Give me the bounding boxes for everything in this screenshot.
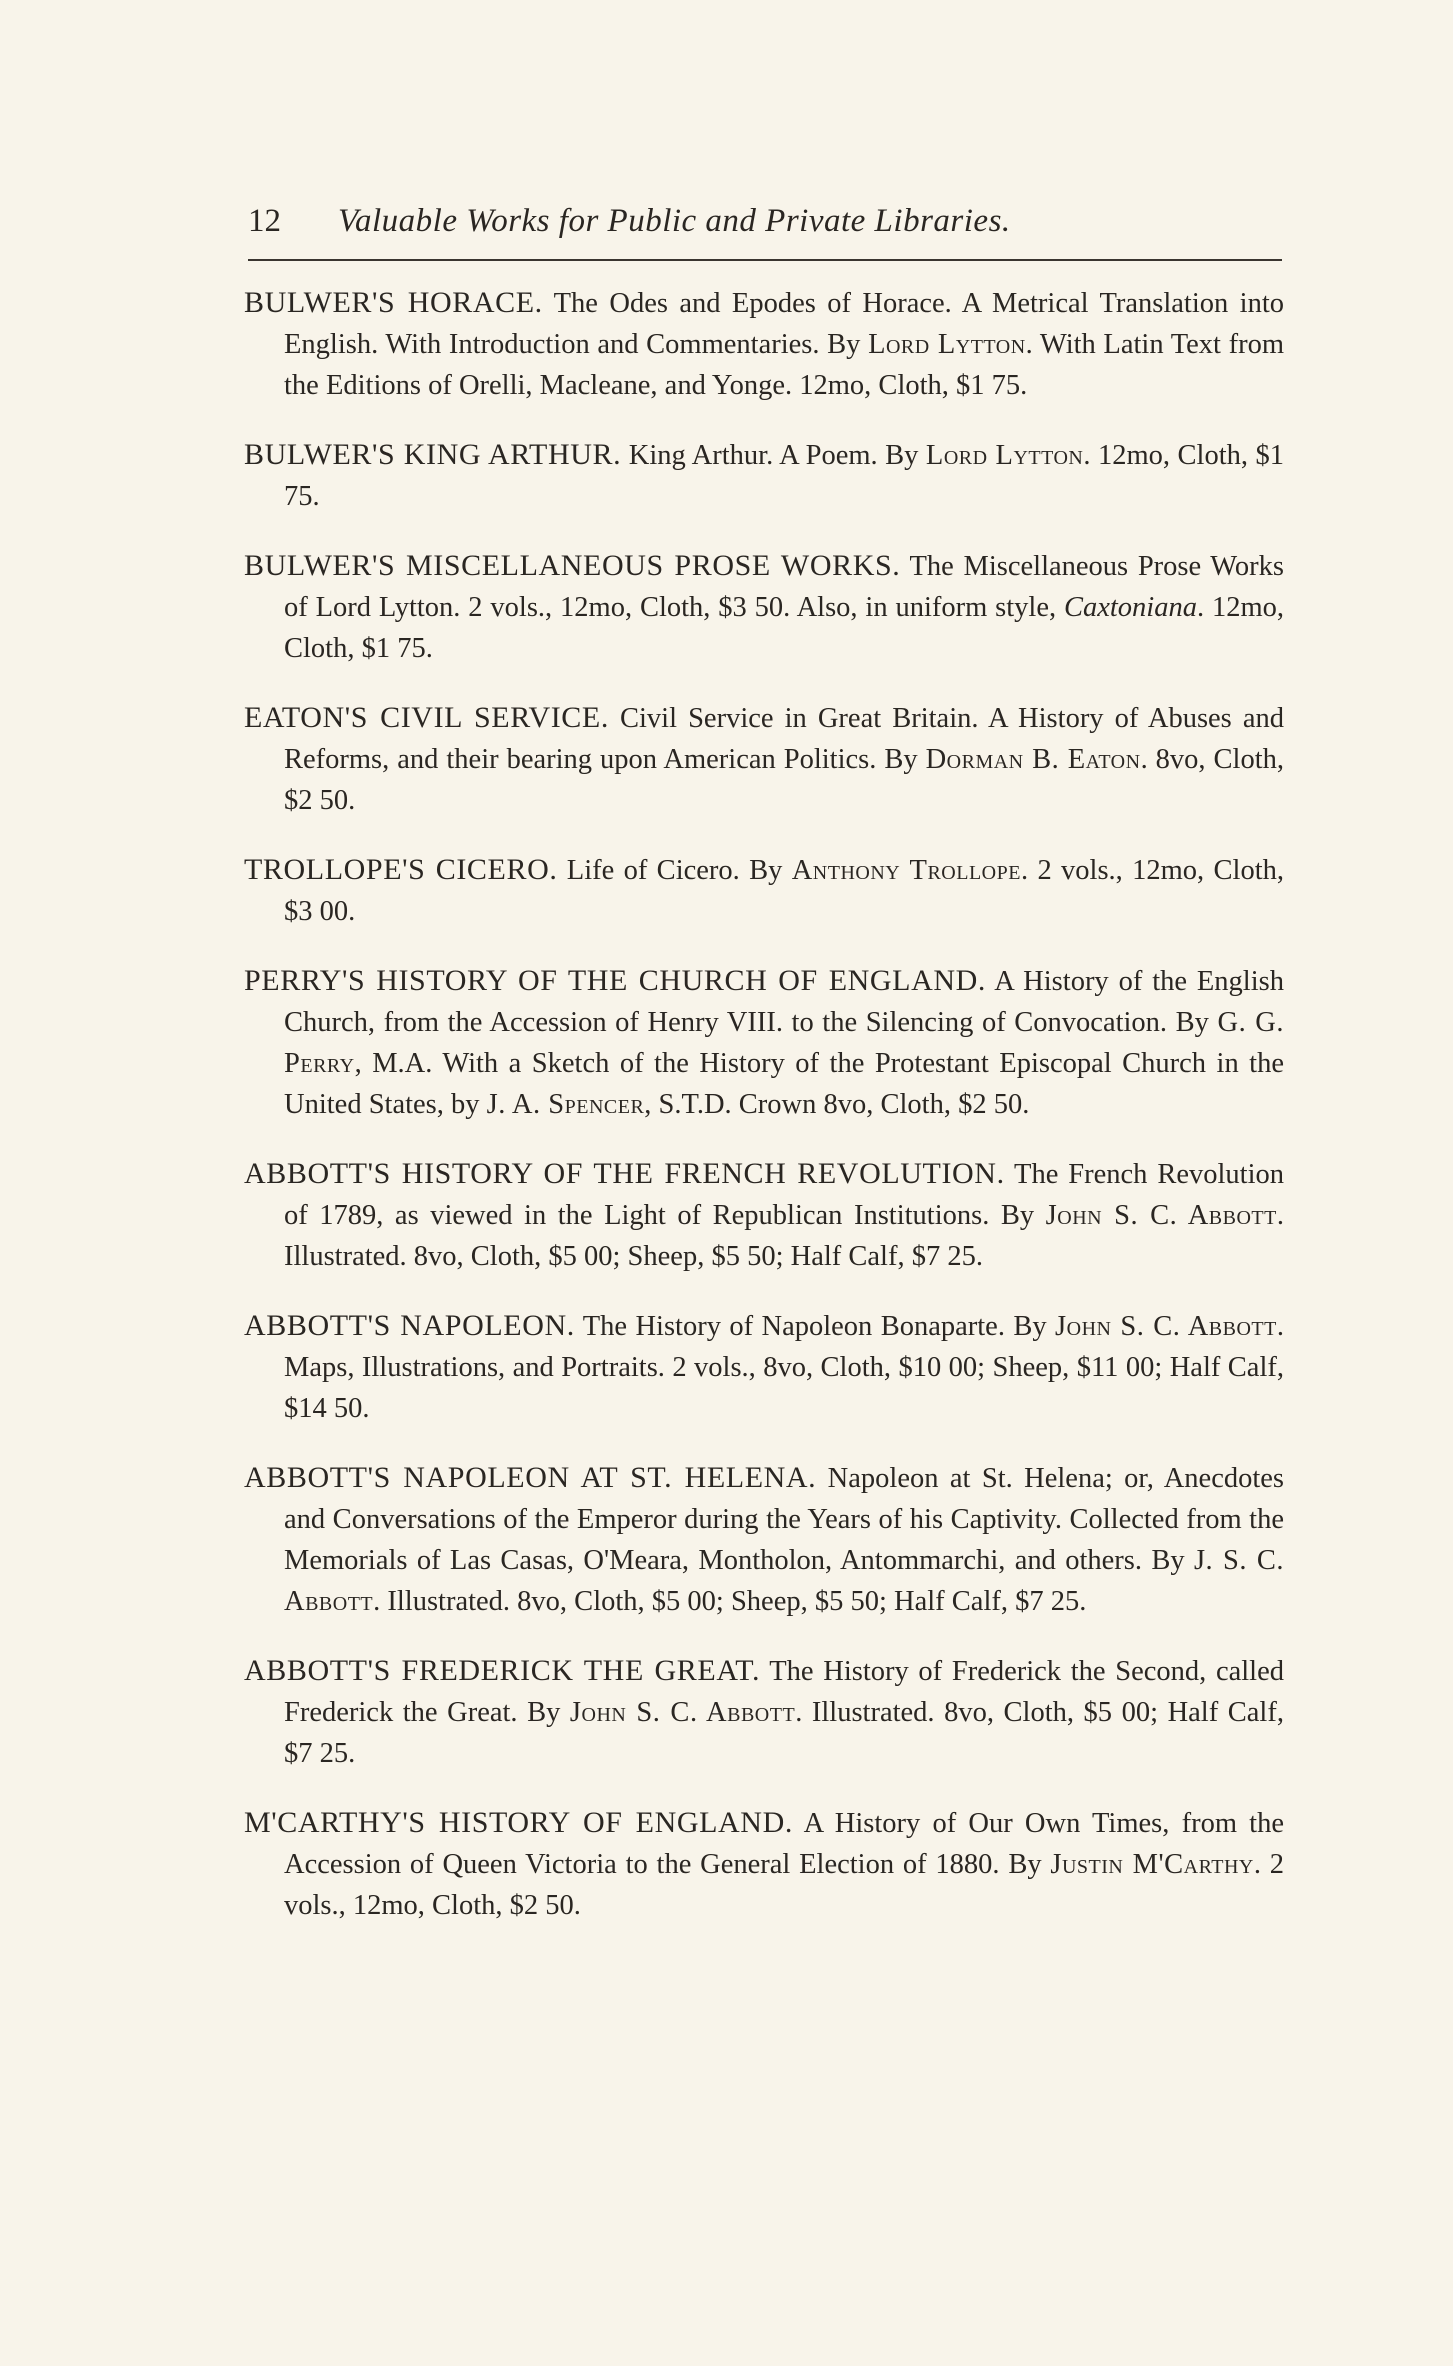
entry-text: The History of Frederick the Second, called Frederick the Great. By (284, 1656, 1284, 1728)
running-title: Valuable Works for Public and Private Libraries. (338, 203, 1011, 239)
entry-bulwer-king-arthur (244, 434, 1284, 517)
entry-title: ABBOTT'S NAPOLEON. (244, 1309, 575, 1342)
entry-title: BULWER'S MISCELLANEOUS PROSE WORKS. (244, 549, 901, 582)
entry-eaton-civil-service (244, 697, 1284, 821)
entry-author: Dorman B. Eaton (925, 744, 1141, 775)
entry-author: G. G. Perry (284, 1007, 1284, 1079)
entry-text: The Odes and Epodes of Horace. A Metrical Translation into English. With Introduction and Commentaries. By (284, 288, 1284, 360)
entry-text: The History of Napoleon Bonaparte. By (574, 1311, 1056, 1342)
page-header (248, 203, 1282, 253)
entry-text: A History of the English Church, from the Accession of Henry VIII. to the Silencing of Convocation. By (284, 966, 1284, 1038)
entry-author: John S. C. Abbott (1045, 1200, 1277, 1231)
entry-text: . 12mo, Cloth, $1 75. (284, 440, 1285, 512)
entry-text: , M.A. With a Sketch of the History of the Protestant Episcopal Church in the United States, by (284, 1048, 1284, 1120)
entry-text: . 12mo, Cloth, $1 75. (284, 592, 1285, 664)
entry-author: Lord Lytton (868, 329, 1026, 360)
entry-text: Civil Service in Great Britain. A History of Abuses and Reforms, and their bearing upon American Politics. By (284, 703, 1284, 775)
entry-italic-title: Caxtoniana (1063, 592, 1197, 623)
entry-author: Lord Lytton (925, 440, 1084, 471)
entry-mccarthy-england (244, 1802, 1284, 1926)
entry-text: The Miscellaneous Prose Works of Lord Lytton. 2 vols., 12mo, Cloth, $3 50. Also, in uniform style, (284, 551, 1285, 623)
entry-text: , S.T.D. Crown 8vo, Cloth, $2 50. (644, 1089, 1030, 1120)
catalogue-entries (244, 282, 1284, 1954)
entry-text: . Illustrated. 8vo, Cloth, $5 00; Sheep, $5 50; Half Calf, $7 25. (284, 1200, 1284, 1272)
entry-perry-church (244, 960, 1284, 1125)
entry-text: . 8vo, Cloth, $2 50. (284, 744, 1284, 816)
entry-text: . 2 vols., 12mo, Cloth, $3 00. (284, 855, 1284, 927)
entry-author: John S. C. Abbott (1055, 1311, 1277, 1342)
entry-text: King Arthur. A Poem. By (621, 440, 926, 471)
entry-text: . Maps, Illustrations, and Portraits. 2 vols., 8vo, Cloth, $10 00; Sheep, $11 00; Half Calf, $14 50. (284, 1311, 1284, 1424)
entry-title: BULWER'S KING ARTHUR. (244, 438, 622, 471)
entry-title: TROLLOPE'S CICERO. (244, 853, 558, 886)
entry-text: . Illustrated. 8vo, Cloth, $5 00; Sheep, $5 50; Half Calf, $7 25. (373, 1586, 1087, 1617)
entry-title: PERRY'S HISTORY OF THE CHURCH OF ENGLAND. (244, 964, 986, 997)
entry-abbott-frederick (244, 1650, 1284, 1774)
page-number: 12 (248, 203, 281, 239)
entry-author: J. S. C. Abbott (284, 1545, 1284, 1617)
entry-text: . With Latin Text from the Editions of Orelli, Macleane, and Yonge. 12mo, Cloth, $1 75. (284, 329, 1284, 401)
entry-title: ABBOTT'S HISTORY OF THE FRENCH REVOLUTION. (244, 1157, 1005, 1190)
entry-author: John S. C. Abbott (569, 1697, 796, 1728)
entry-bulwer-miscellaneous (244, 545, 1284, 669)
entry-title: EATON'S CIVIL SERVICE. (244, 701, 609, 734)
entry-trollope-cicero (244, 849, 1284, 932)
entry-bulwer-horace (244, 282, 1284, 406)
entry-abbott-napoleon (244, 1305, 1284, 1429)
entry-title: ABBOTT'S FREDERICK THE GREAT. (244, 1654, 761, 1687)
entry-text: . 2 vols., 12mo, Cloth, $2 50. (284, 1849, 1285, 1921)
entry-title: BULWER'S HORACE. (244, 286, 543, 319)
entry-text: . Illustrated. 8vo, Cloth, $5 00; Half Calf, $7 25. (284, 1697, 1284, 1769)
entry-title: M'CARTHY'S HISTORY OF ENGLAND. (244, 1806, 793, 1839)
header-rule (248, 259, 1282, 261)
entry-abbott-st-helena (244, 1457, 1284, 1622)
entry-text: A History of Our Own Times, from the Accession of Queen Victoria to the General Election of 1880. By (284, 1808, 1284, 1880)
entry-author: Justin M'Carthy (1050, 1849, 1254, 1880)
entry-author: Anthony Trollope (791, 855, 1021, 886)
entry-abbott-french-revolution (244, 1153, 1284, 1277)
entry-title: ABBOTT'S NAPOLEON AT ST. HELENA. (244, 1461, 817, 1494)
entry-text: Life of Cicero. By (557, 855, 792, 886)
entry-author: J. A. Spencer (486, 1089, 645, 1120)
entry-text: Napoleon at St. Helena; or, Anecdotes and Conversations of the Emperor during the Years of his Captivity. Collected from the Memorials of Las Casas, O'Meara, Montholon, Antommarchi, and others. By (284, 1463, 1285, 1576)
entry-text: The French Revolution of 1789, as viewed in the Light of Republican Institutions. By (284, 1159, 1284, 1231)
